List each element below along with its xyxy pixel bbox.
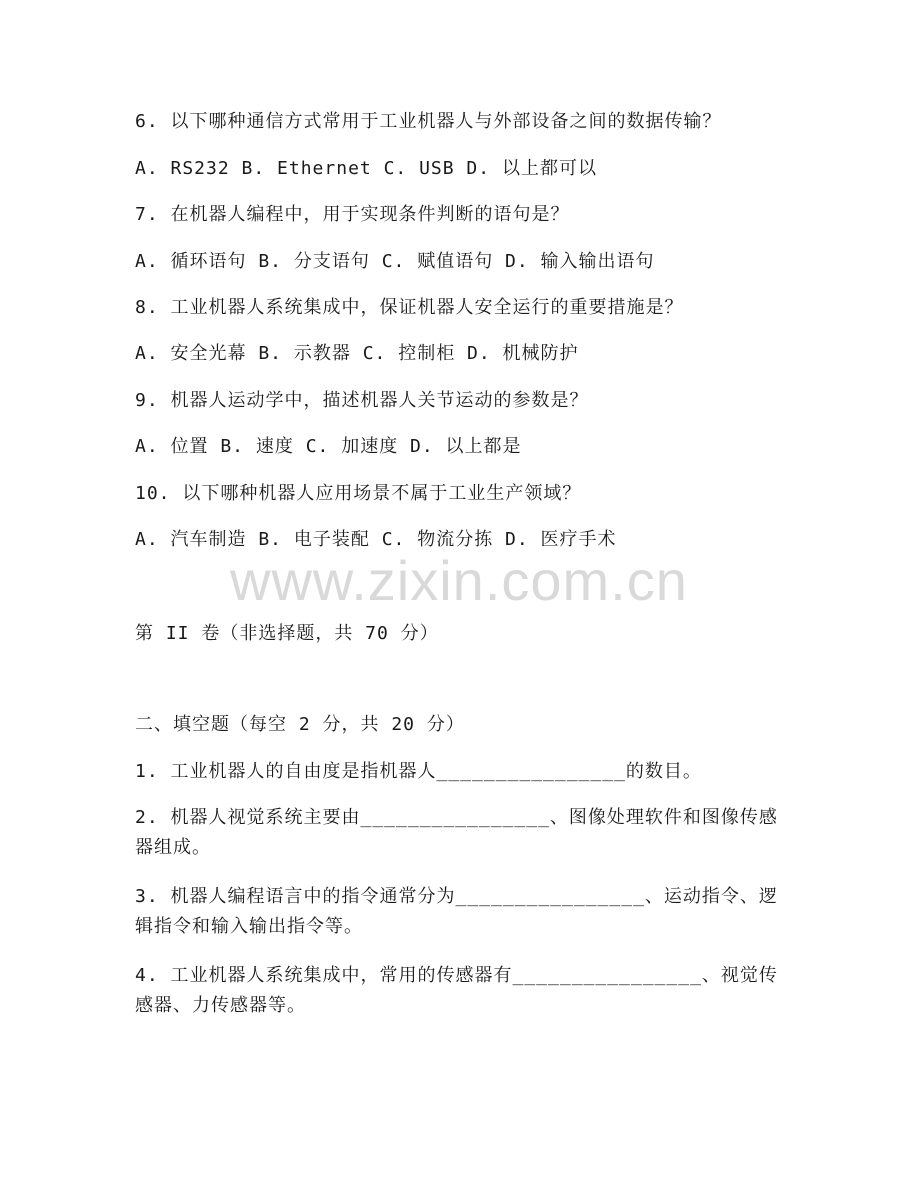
question-8-options: A. 安全光幕 B. 示教器 C. 控制柜 D. 机械防护	[135, 343, 579, 364]
fill-heading: 二、填空题（每空 2 分，共 20 分）	[135, 714, 465, 735]
fill-question-3: 3. 机器人编程语言中的指令通常分为________________、运动指令、逻辑指令和输入输出指令等。	[135, 886, 778, 937]
question-10-options: A. 汽车制造 B. 电子装配 C. 物流分拣 D. 医疗手术	[135, 529, 617, 550]
question-10: 10. 以下哪种机器人应用场景不属于工业生产领域？	[135, 483, 582, 504]
section-title: 第 II 卷（非选择题，共 70 分）	[135, 623, 439, 644]
question-8: 8. 工业机器人系统集成中，保证机器人安全运行的重要措施是？	[135, 297, 684, 318]
question-7: 7. 在机器人编程中，用于实现条件判断的语句是？	[135, 204, 570, 225]
fill-question-4: 4. 工业机器人系统集成中，常用的传感器有________________、视觉传感器、力传感器等。	[135, 965, 778, 1016]
question-6: 6. 以下哪种通信方式常用于工业机器人与外部设备之间的数据传输？	[135, 111, 722, 132]
question-9: 9. 机器人运动学中，描述机器人关节运动的参数是？	[135, 390, 589, 411]
question-7-options: A. 循环语句 B. 分支语句 C. 赋值语句 D. 输入输出语句	[135, 251, 655, 272]
watermark: www.zixin.com.cn	[230, 549, 688, 612]
fill-question-2: 2. 机器人视觉系统主要由________________、图像处理软件和图像传感器组成。	[135, 807, 778, 858]
question-9-options: A. 位置 B. 速度 C. 加速度 D. 以上都是	[135, 436, 522, 457]
fill-question-1: 1. 工业机器人的自由度是指机器人________________的数目。	[135, 761, 702, 782]
question-6-options: A. RS232 B. Ethernet C. USB D. 以上都可以	[135, 158, 597, 179]
